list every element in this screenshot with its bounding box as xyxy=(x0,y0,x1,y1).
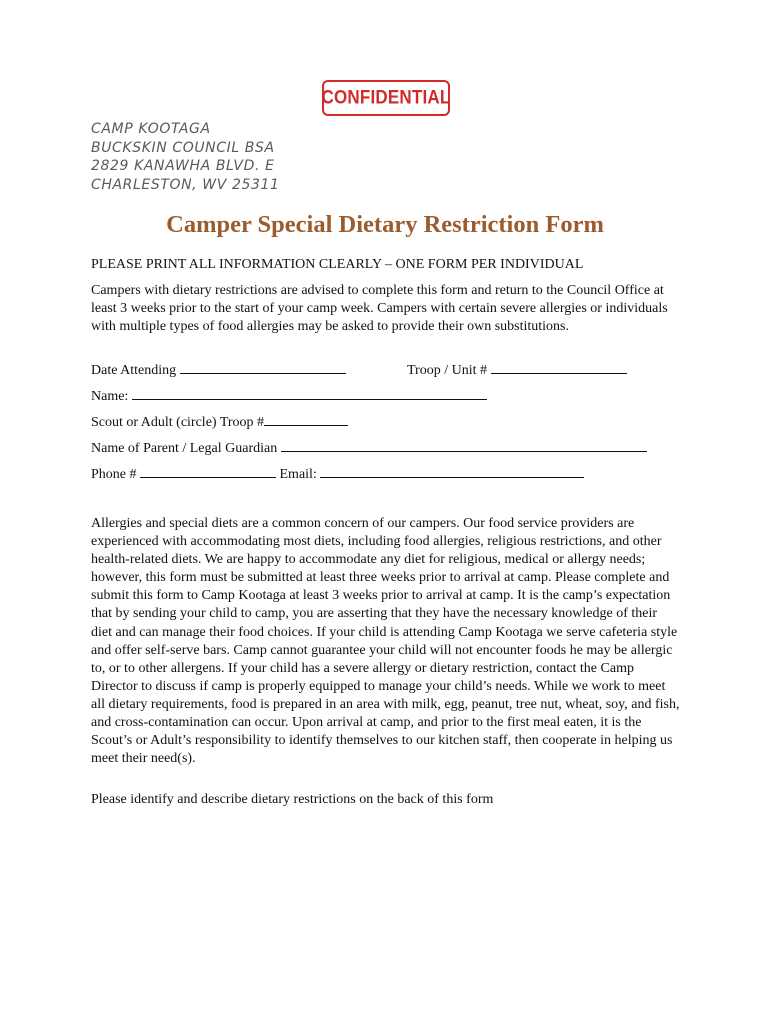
phone-email-field xyxy=(91,465,584,483)
scout-or-adult-label: Scout or Adult (circle) Troop # xyxy=(91,415,265,430)
phone-label: Phone # xyxy=(91,467,137,482)
scout-or-adult-field xyxy=(91,413,348,431)
camp-address xyxy=(91,120,280,194)
form-title: Camper Special Dietary Restriction Form xyxy=(166,211,604,238)
closing-instruction: Please identify and describe dietary restrictions on the back of this form xyxy=(91,792,494,807)
address-line-city: CHARLESTON, WV 25311 xyxy=(91,176,280,193)
troop-unit-label: Troop / Unit # xyxy=(407,363,488,378)
email-blank[interactable] xyxy=(320,465,584,478)
parent-guardian-label: Name of Parent / Legal Guardian xyxy=(91,441,278,456)
date-attending-label: Date Attending xyxy=(91,363,177,378)
troop-unit-field xyxy=(407,361,627,379)
parent-guardian-blank[interactable] xyxy=(281,439,647,452)
allergy-policy-paragraph: Allergies and special diets are a common concern of our campers. Our food service providers are experienced with accommodating most diets, including food allergies, religious restrictions, and other health-related diets. We are happy to accommodate any diet for religious, medical or allergy needs; however, this form must be submitted at least three weeks prior to arrival at camp. Please complete and submit this form to Camp Kootaga at least 3 weeks prior to arrival at camp. It is the camp’s expectation that by sending your child to camp, you are asserting that they have the necessary knowledge of their diet and can manage their food choices. If your child is attending Camp Kootaga we serve cafeteria style and offer self-serve bars. Camp cannot guarantee your child will not encounter foods he may be allergic to, or to other allergens. If your child has a severe allergy or dietary restriction, contact the Camp Director to discuss if camp is properly equipped to manage your child’s needs. While we work to meet all dietary requirements, food is prepared in an area with milk, egg, peanut, tree nut, wheat, soy, and fish, and cross-contamination can occur. Upon arrival at camp, and prior to the first meal eaten, it is the Scout’s or Adult’s responsibility to identify themselves to our kitchen staff, then cooperate in helping us meet their need(s). xyxy=(91,516,680,767)
date-attending-field xyxy=(91,361,346,379)
address-line-council: BUCKSKIN COUNCIL BSA xyxy=(91,139,275,156)
intro-paragraph: Campers with dietary restrictions are advised to complete this form and return to the Council Office at least 3 weeks prior to the start of your camp week. Campers with certain severe allergies or individuals with multiple types of food allergies may be asked to provide their own substitutions. xyxy=(91,283,668,335)
confidential-stamp-text: CONFIDENTIAL xyxy=(321,86,451,109)
confidential-stamp xyxy=(322,80,450,116)
email-label: Email: xyxy=(279,467,317,482)
troop-unit-blank[interactable] xyxy=(491,361,627,374)
date-attending-blank[interactable] xyxy=(180,361,346,374)
parent-guardian-field xyxy=(91,439,647,457)
address-line-street: 2829 KANAWHA BLVD. E xyxy=(91,158,275,174)
name-label: Name: xyxy=(91,389,129,404)
address-line-camp: CAMP KOOTAGA xyxy=(91,121,211,137)
print-instruction: PLEASE PRINT ALL INFORMATION CLEARLY – ONE FORM PER INDIVIDUAL xyxy=(91,257,584,272)
phone-blank[interactable] xyxy=(140,465,276,478)
name-field xyxy=(91,387,487,405)
name-blank[interactable] xyxy=(132,387,487,400)
troop-number-blank[interactable] xyxy=(264,413,348,426)
